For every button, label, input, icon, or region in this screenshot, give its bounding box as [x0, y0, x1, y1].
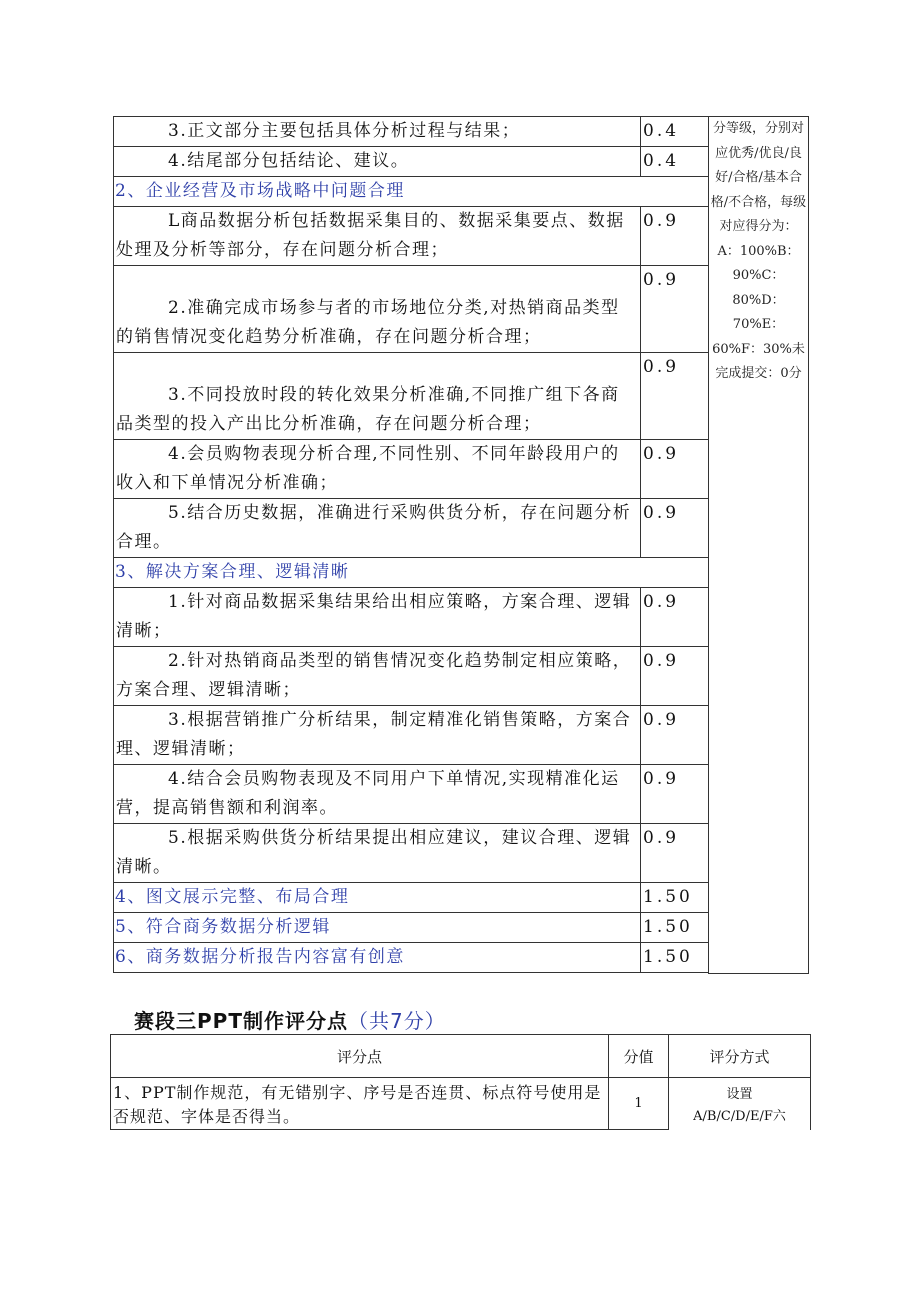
- table-row: [114, 207, 809, 266]
- method-line: 设置: [726, 1087, 753, 1102]
- criterion-score: 0.9: [641, 647, 709, 706]
- criterion-text: 4.结合会员购物表现及不同用户下单情况,实现精准化运营，提高销售额和利润率。: [114, 765, 641, 824]
- table-row: [111, 1078, 811, 1130]
- section-title-2: 2、企业经营及市场战略中问题合理: [114, 177, 709, 207]
- section-row: [114, 177, 809, 207]
- section-row: [114, 943, 809, 973]
- criterion-text: 3.正文部分主要包括具体分析过程与结果；: [114, 117, 641, 147]
- section-score-4: 1.50: [641, 883, 709, 913]
- header-method: 评分方式: [669, 1035, 811, 1078]
- criterion-text: L商品数据分析包括数据采集目的、数据采集要点、数据处理及分析等部分，存在问题分析合理；: [114, 207, 641, 266]
- table-row: [114, 440, 809, 499]
- method-line: A/B/C/D/E/F六: [693, 1109, 786, 1124]
- table-row: [114, 824, 809, 883]
- section-title-3: 3、解决方案合理、逻辑清晰: [114, 558, 709, 588]
- criterion-text: 2.针对热销商品类型的销售情况变化趋势制定相应策略，方案合理、逻辑清晰；: [114, 647, 641, 706]
- criterion-score: 0.4: [641, 117, 709, 147]
- table-row: [114, 588, 809, 647]
- criterion-score: 0.9: [641, 499, 709, 558]
- criterion-score: 0.9: [641, 706, 709, 765]
- criterion-score: 0.4: [641, 147, 709, 177]
- scoring-table-ppt: [110, 1034, 811, 1130]
- criterion-score: 0.9: [641, 588, 709, 647]
- criterion-text: 3.根据营销推广分析结果，制定精准化销售策略，方案合理、逻辑清晰；: [114, 706, 641, 765]
- table-row: [114, 765, 809, 824]
- criterion-text: 5.根据采购供货分析结果提出相应建议，建议合理、逻辑清晰。: [114, 824, 641, 883]
- header-value: 分值: [609, 1035, 669, 1078]
- table-row: [114, 117, 809, 147]
- table-row: [114, 353, 809, 440]
- criterion-score: 0.9: [641, 266, 709, 353]
- criterion-text: 2.准确完成市场参与者的市场地位分类,对热销商品类型的销售情况变化趋势分析准确，存在问题分析合理；: [114, 266, 641, 353]
- criterion-score: 0.9: [641, 440, 709, 499]
- criterion-score: 0.9: [641, 824, 709, 883]
- table-row: [114, 147, 809, 177]
- section-title-5: 5、符合商务数据分析逻辑: [114, 913, 641, 943]
- table-row: [114, 499, 809, 558]
- scoring-table-report: [113, 116, 809, 974]
- criterion-value: 1: [609, 1078, 669, 1130]
- section-row: [114, 913, 809, 943]
- criterion-text: 5.结合历史数据，准确进行采购供货分析，存在问题分析合理。: [114, 499, 641, 558]
- criterion-text: 4.结尾部分包括结论、建议。: [114, 147, 641, 177]
- criterion-score: 0.9: [641, 353, 709, 440]
- section-row: [114, 883, 809, 913]
- section-score-6: 1.50: [641, 943, 709, 973]
- heading-main: 赛段三PPT制作评分点: [134, 1009, 348, 1033]
- section-heading: [134, 1005, 446, 1034]
- table-row: [114, 706, 809, 765]
- section-score-5: 1.50: [641, 913, 709, 943]
- section-row: [114, 558, 809, 588]
- criterion-text: 1.针对商品数据采集结果给出相应策略，方案合理、逻辑清晰；: [114, 588, 641, 647]
- criterion-score: 0.9: [641, 207, 709, 266]
- header-point: 评分点: [111, 1035, 609, 1078]
- criterion-text: 3.不同投放时段的转化效果分析准确,不同推广组下各商品类型的投入产出比分析准确，存在问题分析合理；: [114, 353, 641, 440]
- criterion-score: 0.9: [641, 765, 709, 824]
- section-title-6: 6、商务数据分析报告内容富有创意: [114, 943, 641, 973]
- table-row: [114, 647, 809, 706]
- section-title-4: 4、图文展示完整、布局合理: [114, 883, 641, 913]
- criterion-text: 1、PPT制作规范，有无错别字、序号是否连贯、标点符号使用是否规范、字体是否得当。: [111, 1078, 609, 1130]
- spacer-row: [114, 973, 809, 974]
- header-row: [111, 1035, 811, 1078]
- heading-total: （共7分）: [347, 1009, 446, 1033]
- criterion-text: 4.会员购物表现分析合理,不同性别、不同年龄段用户的收入和下单情况分析准确；: [114, 440, 641, 499]
- table-row: [114, 266, 809, 353]
- criterion-method: [669, 1078, 811, 1130]
- scoring-method: 分等级，分别对应优秀/优良/良好/合格/基本合格/不合格，每级对应得分为：A：100%B：90%C：80%D：70%E：60%F：30%未完成提交：0分: [709, 117, 809, 974]
